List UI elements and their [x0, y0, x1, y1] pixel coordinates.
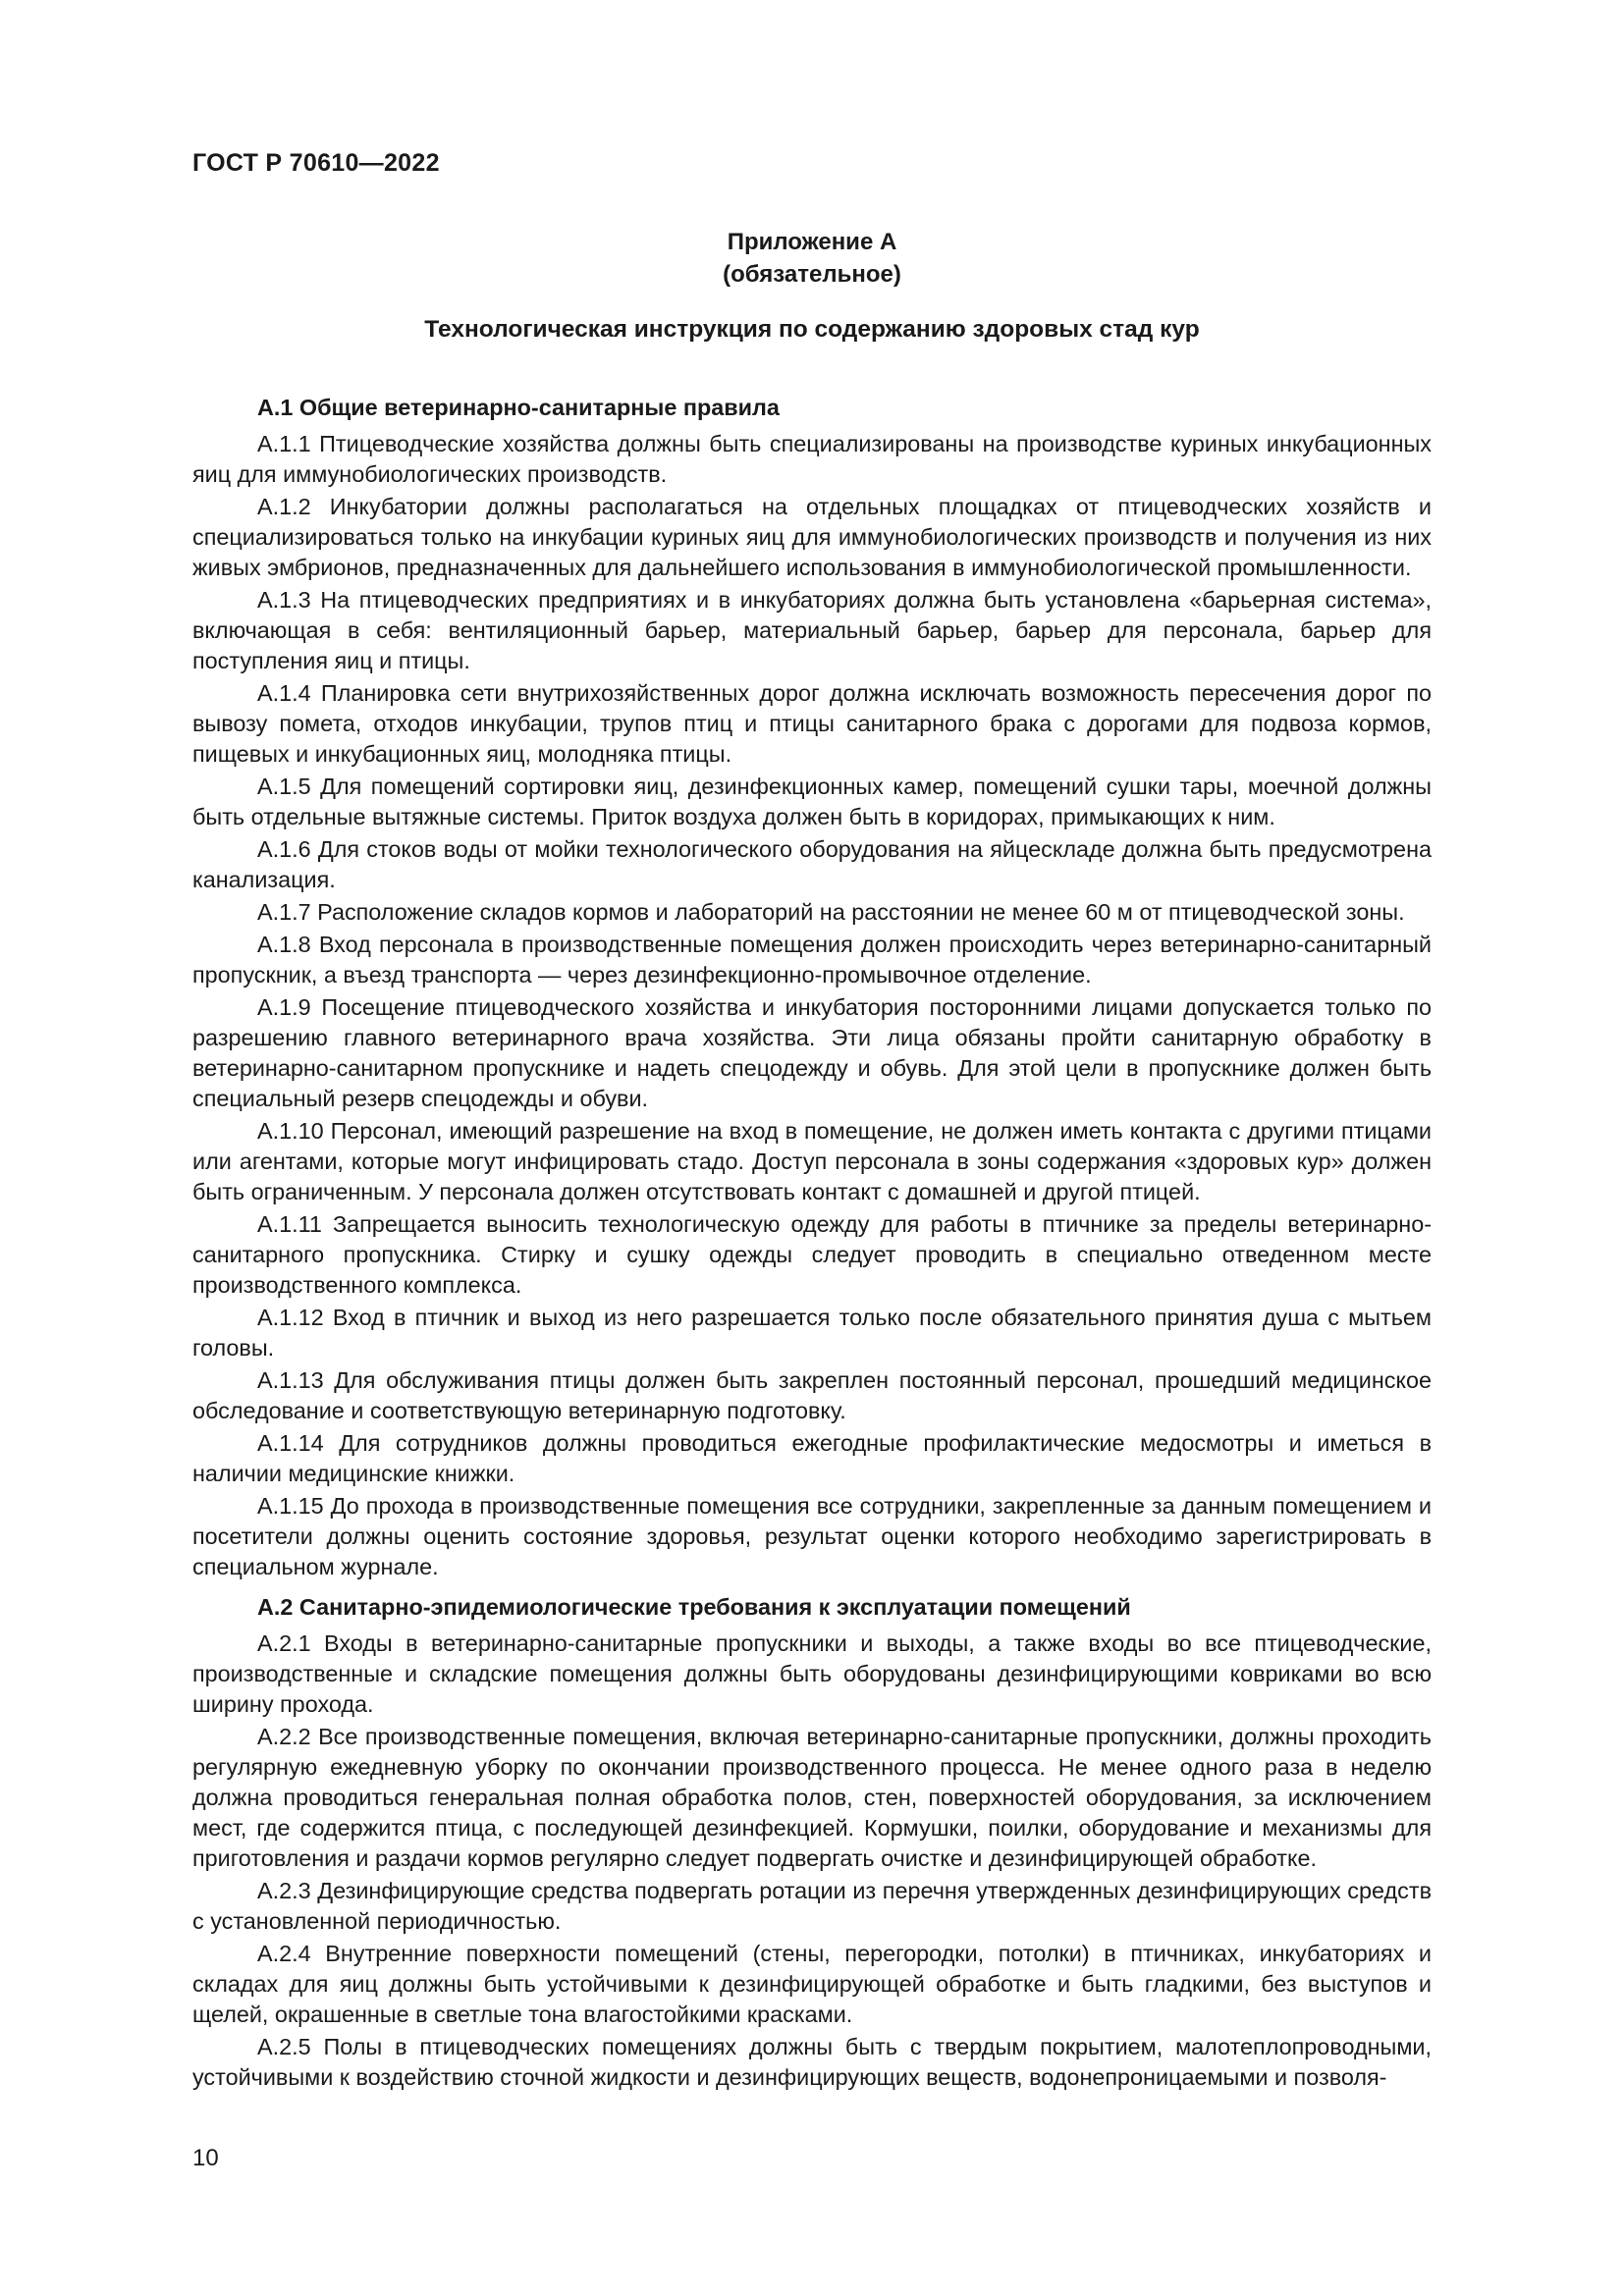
paragraph-a2-3: А.2.3 Дезинфицирующие средства подвергать ротации из перечня утвержденных дезинфицирующих средств с установленной периодичностью.: [192, 1878, 1432, 1934]
section-a1: [192, 393, 1432, 1582]
paragraph-a1-1: А.1.1 Птицеводческие хозяйства должны быть специализированы на производстве куриных инкубационных яиц для иммунобиологических производств.: [192, 431, 1432, 487]
paragraph-a2-1: А.2.1 Входы в ветеринарно-санитарные пропускники и выходы, а также входы во все птицеводческие, производственные и складские помещения должны быть оборудованы дезинфицирующими ковриками во всю ширину прохода.: [192, 1630, 1432, 1717]
paragraph-a1-10: А.1.10 Персонал, имеющий разрешение на вход в помещение, не должен иметь контакта с другими птицами или агентами, которые могут инфицировать стадо. Доступ персонала в зоны содержания «здоровых кур» должен быть ограниченным. У персонала должен отсутствовать контакт с домашней и другой птицей.: [192, 1118, 1432, 1204]
paragraph-a1-9: А.1.9 Посещение птицеводческого хозяйства и инкубатория посторонними лицами допускается только по разрешению главного ветеринарного врача хозяйства. Эти лица обязаны пройти санитарную обработку в ветеринарно-санитарном пропускнике и надеть спецодежду и обувь. Для этой цели в пропускнике должен быть специальный резерв спецодежды и обуви.: [192, 994, 1432, 1111]
section-heading: А.2 Санитарно-эпидемиологические требования к эксплуатации помещений: [257, 1594, 1131, 1620]
paragraph-a1-5: А.1.5 Для помещений сортировки яиц, дезинфекционных камер, помещений сушки тары, моечной должны быть отдельные вытяжные системы. Приток воздуха должен быть в коридорах, примыкающих к ним.: [192, 774, 1432, 829]
paragraph-a1-13: А.1.13 Для обслуживания птицы должен быть закреплен постоянный персонал, прошедший медицинское обследование и соответствующую ветеринарную подготовку.: [192, 1367, 1432, 1423]
paragraph-a1-14: А.1.14 Для сотрудников должны проводиться ежегодные профилактические медосмотры и иметься в наличии медицинские книжки.: [192, 1430, 1432, 1486]
annex-label: Приложение А: [727, 229, 897, 255]
section-a2: [192, 1592, 1432, 2093]
document-code: ГОСТ Р 70610—2022: [192, 149, 440, 177]
section-heading: А.1 Общие ветеринарно-санитарные правила: [257, 395, 780, 420]
paragraph-a2-4: А.2.4 Внутренние поверхности помещений (стены, перегородки, потолки) в птичниках, инкубаториях и складах для яиц должны быть устойчивыми к дезинфицирующей обработке и быть гладкими, без выступов и щелей, окрашенные в светлые тона влагостойкими красками.: [192, 1941, 1432, 2027]
paragraph-a1-15: А.1.15 До прохода в производственные помещения все сотрудники, закрепленные за данным помещением и посетители должны оценить состояние здоровья, результат оценки которого необходимо зарегистрировать в специальном журнале.: [192, 1493, 1432, 1579]
document-body: [192, 393, 1432, 2095]
paragraph-a1-7: А.1.7 Расположение складов кормов и лабораторий на расстоянии не менее 60 м от птицеводческой зоны.: [257, 899, 1405, 925]
annex-heading: [192, 226, 1432, 291]
paragraph-a1-8: А.1.8 Вход персонала в производственные помещения должен происходить через ветеринарно-санитарный пропускник, а въезд транспорта — через дезинфекционно-промывочное отделение.: [192, 932, 1432, 988]
paragraph-a2-2: А.2.2 Все производственные помещения, включая ветеринарно-санитарные пропускники, должны проходить регулярную ежедневную уборку по окончании производственного процесса. Не менее одного раза в неделю должна проводиться генеральная полная обработка полов, стен, поверхностей оборудования, за исключением мест, где содержится птица, с последующей дезинфекцией. Кормушки, поилки, оборудование и механизмы для приготовления и раздачи кормов регулярно следует подвергать очистке и дезинфицирующей обработке.: [192, 1724, 1432, 1871]
annex-status: (обязательное): [723, 261, 901, 288]
page-number: 10: [192, 2145, 219, 2171]
paragraph-a1-3: А.1.3 На птицеводческих предприятиях и в инкубаториях должна быть установлена «барьерная система», включающая в себя: вентиляционный барьер, материальный барьер, барьер для персонала, барьер для поступления яиц и птицы.: [192, 587, 1432, 673]
paragraph-a1-12: А.1.12 Вход в птичник и выход из него разрешается только после обязательного принятия душа с мытьем головы.: [192, 1305, 1432, 1361]
paragraph-a1-11: А.1.11 Запрещается выносить технологическую одежду для работы в птичнике за пределы ветеринарно-санитарного пропускника. Стирку и сушку одежды следует проводить в специально отведенном месте производственного комплекса.: [192, 1211, 1432, 1298]
annex-title: Технологическая инструкция по содержанию здоровых стад кур: [424, 316, 1200, 343]
paragraph-a2-5: А.2.5 Полы в птицеводческих помещениях должны быть с твердым покрытием, малотеплопроводными, устойчивыми к воздействию сточной жидкости и дезинфицирующих веществ, водонепроницаемыми и позволя-: [192, 2034, 1432, 2090]
paragraph-a1-6: А.1.6 Для стоков воды от мойки технологического оборудования на яйцескладе должна быть предусмотрена канализация.: [192, 836, 1432, 892]
paragraph-a1-2: А.1.2 Инкубатории должны располагаться на отдельных площадках от птицеводческих хозяйств и специализироваться только на инкубации куриных яиц для иммунобиологических производств и получения из них живых эмбрионов, предназначенных для дальнейшего использования в иммунобиологической промышленности.: [192, 494, 1432, 580]
paragraph-a1-4: А.1.4 Планировка сети внутрихозяйственных дорог должна исключать возможность пересечения дорог по вывозу помета, отходов инкубации, трупов птиц и птицы санитарного брака с дорогами для подвоза кормов, пищевых и инкубационных яиц, молодняка птицы.: [192, 680, 1432, 767]
